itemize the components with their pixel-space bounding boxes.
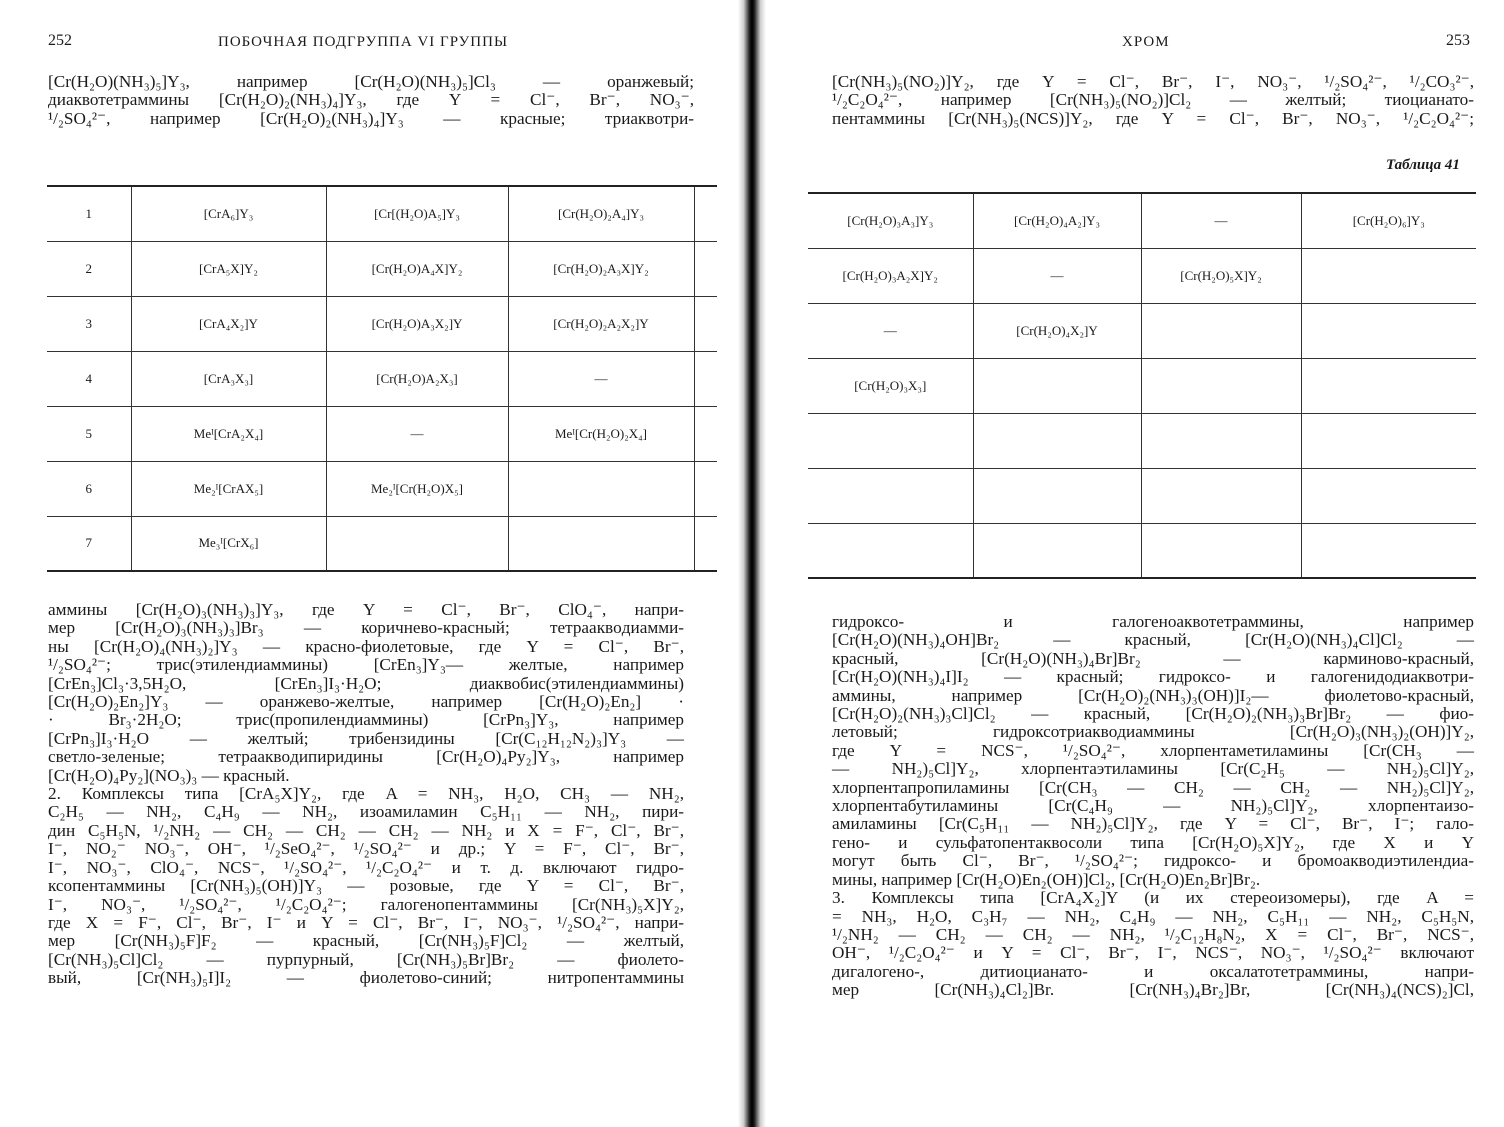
table-cell: [CrA₅X]Y₂ [131,241,326,296]
table-cell: [Cr(H₂O)A₂X₃] [326,351,508,406]
text-line: ксопентаммины [Cr(NH₃)₅(OH)]Y₃ — розовые, где Y = Cl⁻, Br⁻, [48,876,684,896]
table-row [808,303,1476,358]
table-cell [326,516,508,571]
right-complex-table [808,192,1476,579]
table-row [47,241,717,296]
text-line: [Cr(NH₃)₅(NO₂)]Y₂, где Y = Cl⁻, Br⁻, I⁻, NO₃⁻, ¹/₂SO₄²⁻, ¹/₂CO₃²⁻, [832,72,1474,91]
table-row [47,186,717,241]
table-cell: [CrA₃X₃] [131,351,326,406]
table-cell: 5 [47,406,131,461]
table-cell: [Cr(H₂O)₃A₃]Y₃ [808,193,973,248]
table-cell-empty [694,241,717,296]
table-cell: [Cr(H₂O)A₃X₂]Y [326,296,508,351]
table-cell: 6 [47,461,131,516]
running-header-left: ПОБОЧНАЯ ПОДГРУППА VI ГРУППЫ [218,34,509,50]
text-line: ¹/₂NH₂ — CH₂ — CH₂ — NH₂, ¹/₂C₁₂H₈N₂, X = Cl⁻, Br⁻, NCS⁻, [832,924,1474,944]
text-line: [Cr(H₂O)₄Py₂](NO₃)₃ — красный. [48,765,290,785]
text-line: = NH₃, H₂O, C₃H₇ — NH₂, C₄H₉ — NH₂, C₅H₁₁ — NH₂, C₅H₅N, [832,906,1474,926]
right-bottom-text [832,613,1474,1000]
text-line: диаквотетраммины [Cr(H₂O)₂(NH₃)₄]Y₃, где Y = Cl⁻, Br⁻, NO₃⁻, [48,90,694,110]
table-cell-empty [694,406,717,461]
text-line: мер [Cr(NH₃)₄Cl₂]Br. [Cr(NH₃)₄Br₂]Br, [Cr(NH₃)₄(NCS)₂]Cl, [832,980,1474,1000]
table-row [808,248,1476,303]
table-cell [973,468,1141,523]
table-cell: Meᴵ[CrA₂X₄] [131,406,326,461]
table-cell [1301,413,1476,468]
table-cell: Me₃ᴵ[CrX₆] [131,516,326,571]
table-cell [1141,523,1301,578]
table-cell: — [1141,193,1301,248]
text-line: [Cr(H₂O)₂(NH₃)₃Cl]Cl₂ — красный, [Cr(H₂O)₂(NH₃)₃Br]Br₂ — фио- [832,704,1474,724]
table-cell [1141,358,1301,413]
text-line: ¹/₂SO₄²⁻, например [Cr(H₂O)₂(NH₃)₄]Y₃ — красные; триаквотри- [48,108,694,128]
table-cell [808,523,973,578]
text-line: I⁻, NO₂⁻ NO₃⁻, OH⁻, ¹/₂SeO₄²⁻, ¹/₂SO₄²⁻ и др.; Y = F⁻, Cl⁻, Br⁻, [48,839,684,859]
table-cell [508,461,694,516]
left-bottom-text [48,601,684,988]
text-line: I⁻, NO₃⁻, ClO₄⁻, NCS⁻, ¹/₂SO₄²⁻, ¹/₂C₂O₄²⁻ и т. д. включают гидро- [48,857,684,877]
table-cell: [Cr(H₂O)₂A₂X₂]Y [508,296,694,351]
table-cell: [Cr(H₂O)₄A₂]Y₃ [973,193,1141,248]
text-line: 3. Комплексы типа [CrA₄X₂]Y (и их стереоизомеры), где A = [832,888,1474,908]
text-line: дин C₅H₅N, ¹/₂NH₂ — CH₂ — CH₂ — CH₂ — NH₂ и X = F⁻, Cl⁻, Br⁻, [48,820,684,840]
table-cell [508,516,694,571]
right-page [766,0,1504,1127]
text-line: мер [Cr(NH₃)₅F]F₂ — красный, [Cr(NH₃)₅F]Cl₂ — желтый, [48,931,684,951]
text-line: аммины, например [Cr(H₂O)₂(NH₃)₃(OH)]I₂— фиолетово-красный, [832,685,1474,705]
table-cell [1141,303,1301,358]
table-row [808,358,1476,413]
text-line: [CrPn₃]I₃·H₂O — желтый; трибензидины [Cr(C₁₂H₁₂N₂)₃]Y₃ — [48,728,684,748]
text-line: [Cr(H₂O)(NH₃)₅]Y₃, например [Cr(H₂O)(NH₃)₅]Cl₃ — оранжевый; [48,72,694,91]
table-cell-empty [694,186,717,241]
text-line: гидроксо- и галогеноаквотетраммины, например [832,612,1474,631]
text-line: гено- и сульфатопентаквосоли типа [Cr(H₂O)₅X]Y₂, где X и Y [832,832,1474,852]
table-row [47,406,717,461]
table-cell: [Cr[(H₂O)A₅]Y₃ [326,186,508,241]
text-line: 2. Комплексы типа [CrA₅X]Y₂, где A = NH₃, H₂O, CH₃ — NH₂, [48,784,684,804]
text-line: где X = F⁻, Cl⁻, Br⁻, I⁻ и Y = Cl⁻, Br⁻, I⁻, NO₃⁻, ¹/₂SO₄²⁻, напри- [48,912,684,932]
table-cell [1301,523,1476,578]
text-line: вый, [Cr(NH₃)₅I]I₂ — фиолетово-синий; нитропентаммины [48,968,684,988]
table-cell: Me₂ᴵ[Cr(H₂O)X₅] [326,461,508,516]
table-cell-empty [694,296,717,351]
text-line: амиламины [Cr(C₅H₁₁ — NH₂)₅Cl]Y₂, где Y = Cl⁻, Br⁻, I⁻; гало- [832,814,1474,834]
table-cell: — [508,351,694,406]
text-line: дигалогено-, дитиоцианато- и оксалатотетраммины, напри- [832,961,1474,981]
table-cell: 4 [47,351,131,406]
left-complex-table [47,185,717,572]
table-cell [1301,248,1476,303]
table-cell-empty [694,516,717,571]
left-top-text [48,73,694,128]
text-line: летовый; гидроксотриаквoдиаммины [Cr(H₂O)₃(NH₃)₂(OH)]Y₂, [832,722,1474,742]
text-line: C₂H₅ — NH₂, C₄H₉ — NH₂, изоамиламин C₅H₁₁ — NH₂, пири- [48,802,684,822]
table-cell: [Cr(H₂O)A₄X]Y₂ [326,241,508,296]
table-cell [1141,468,1301,523]
table-row [808,413,1476,468]
table-cell: 1 [47,186,131,241]
text-line: OH⁻, ¹/₂C₂O₄²⁻ и Y = Cl⁻, Br⁻, I⁻, NCS⁻, NO₃⁻, ¹/₂SO₄²⁻ включают [832,943,1474,963]
text-line: [Cr(H₂O)(NH₃)₄I]I₂ — красный; гидроксо- и галогенидодиаквотри- [832,667,1474,687]
table-cell: [Cr(H₂O)₅X]Y₂ [1141,248,1301,303]
table-cell [1141,413,1301,468]
running-header-right: ХРОМ [1122,34,1170,50]
table-row [808,468,1476,523]
text-line: хлорпентапропиламины [Cr(CH₃ — CH₂ — CH₂ — NH₂)₅Cl]Y₂, [832,777,1474,797]
table-row [47,351,717,406]
table-cell: 7 [47,516,131,571]
text-line: красный, [Cr(H₂O)(NH₃)₄Br]Br₂ — карминово-красный, [832,648,1474,668]
table-row [808,193,1476,248]
table-cell [973,358,1141,413]
book-gutter [738,0,766,1127]
text-line: аммины [Cr(H₂O)₃(NH₃)₃]Y₃, где Y = Cl⁻, Br⁻, ClO₄⁻, напри- [48,600,684,619]
table-row [808,523,1476,578]
text-line: I⁻, NO₃⁻, ¹/₂SO₄²⁻, ¹/₂C₂O₄²⁻; галогенопентаммины [Cr(NH₃)₅X]Y₂, [48,894,684,914]
table-cell: — [973,248,1141,303]
text-line: мер [Cr(H₂O)₃(NH₃)₃]Br₃ — коричнево-красный; тетрааквoдиамми- [48,618,684,638]
table-cell-empty [694,461,717,516]
page-number-right: 253 [1446,32,1470,49]
text-line: [Cr(H₂O)₂En₂]Y₃ — оранжево-желтые, например [Cr(H₂O)₂En₂] · [48,692,684,712]
table-cell [1301,358,1476,413]
table-cell-empty [694,351,717,406]
text-line: · Br₃·2H₂O; трис(пропилендиаммины) [CrPn₃]Y₃, например [48,710,684,730]
text-line: светло-зеленые; тетраaквoдипиридины [Cr(H₂O)₄Py₂]Y₃, например [48,747,684,767]
text-line: [Cr(NH₃)₅Cl]Cl₂ — пурпурный, [Cr(NH₃)₅Br]Br₂ — фиолето- [48,949,684,969]
table-cell [973,413,1141,468]
right-top-text [832,73,1474,128]
table-cell: Me₂ᴵ[CrAX₅] [131,461,326,516]
text-line: [CrEn₃]Cl₃·3,5H₂O, [CrEn₃]I₃·H₂O; диаквобис(этилендиаммины) [48,673,684,693]
text-line: где Y = NCS⁻, ¹/₂SO₄²⁻, хлорпентаметиламины [Cr(CH₃ — [832,740,1474,760]
table-caption: Таблица 41 [1386,157,1460,173]
table-cell: [Cr(H₂O)₂A₃X]Y₂ [508,241,694,296]
table-cell [808,468,973,523]
table-cell: [CrA₆]Y₃ [131,186,326,241]
table-cell: [Cr(H₂O)₃X₃] [808,358,973,413]
table-row [47,461,717,516]
table-cell: — [326,406,508,461]
table-cell: — [808,303,973,358]
table-cell [1301,303,1476,358]
table-cell: 3 [47,296,131,351]
table-cell: [Cr(H₂O)₂A₄]Y₃ [508,186,694,241]
left-page [0,0,740,1127]
text-line: мины, например [Cr(H₂O)En₂(OH)]Cl₂, [Cr(H₂O)En₂Br]Br₂. [832,869,1261,889]
text-line: ¹/₂C₂O₄²⁻, например [Cr(NH₃)₅(NO₂)]Cl₂ — желтый; тиоцианато- [832,90,1474,110]
text-line: [Cr(H₂O)(NH₃)₄OH]Br₂ — красный, [Cr(H₂O)(NH₃)₄Cl]Cl₂ — [832,630,1474,650]
table-row [47,296,717,351]
page-number-left: 252 [48,32,72,49]
text-line: — NH₂)₅Cl]Y₂, хлорпентаэтиламины [Cr(C₂H₅ — NH₂)₅Cl]Y₂, [832,759,1474,779]
table-cell: Meᴵ[Cr(H₂O)₂X₄] [508,406,694,461]
text-line: пентаммины [Cr(NH₃)₅(NCS)]Y₂, где Y = Cl⁻, Br⁻, NO₃⁻, ¹/₂C₂O₄²⁻; [832,108,1474,128]
table-cell: [Cr(H₂O)₃A₂X]Y₂ [808,248,973,303]
table-cell: 2 [47,241,131,296]
text-line: ны [Cr(H₂O)₄(NH₃)₂]Y₃ — красно-фиолетовые, где Y = Cl⁻, Br⁻, [48,636,684,656]
table-cell: [CrA₄X₂]Y [131,296,326,351]
table-row [47,516,717,571]
text-line: хлорпентабутиламины [Cr(C₄H₉ — NH₂)₅Cl]Y₂, хлорпентаизо- [832,796,1474,816]
table-cell: [Cr(H₂O)₄X₂]Y [973,303,1141,358]
table-cell [1301,468,1476,523]
text-line: могут быть Cl⁻, Br⁻, ¹/₂SO₄²⁻; гидроксо- и бромоаквoдиэтилендиа- [832,851,1474,871]
table-cell [808,413,973,468]
table-cell [973,523,1141,578]
table-cell: [Cr(H₂O)₆]Y₃ [1301,193,1476,248]
text-line: ¹/₂SO₄²⁻; трис(этилендиаммины) [CrEn₃]Y₃— желтые, например [48,655,684,675]
